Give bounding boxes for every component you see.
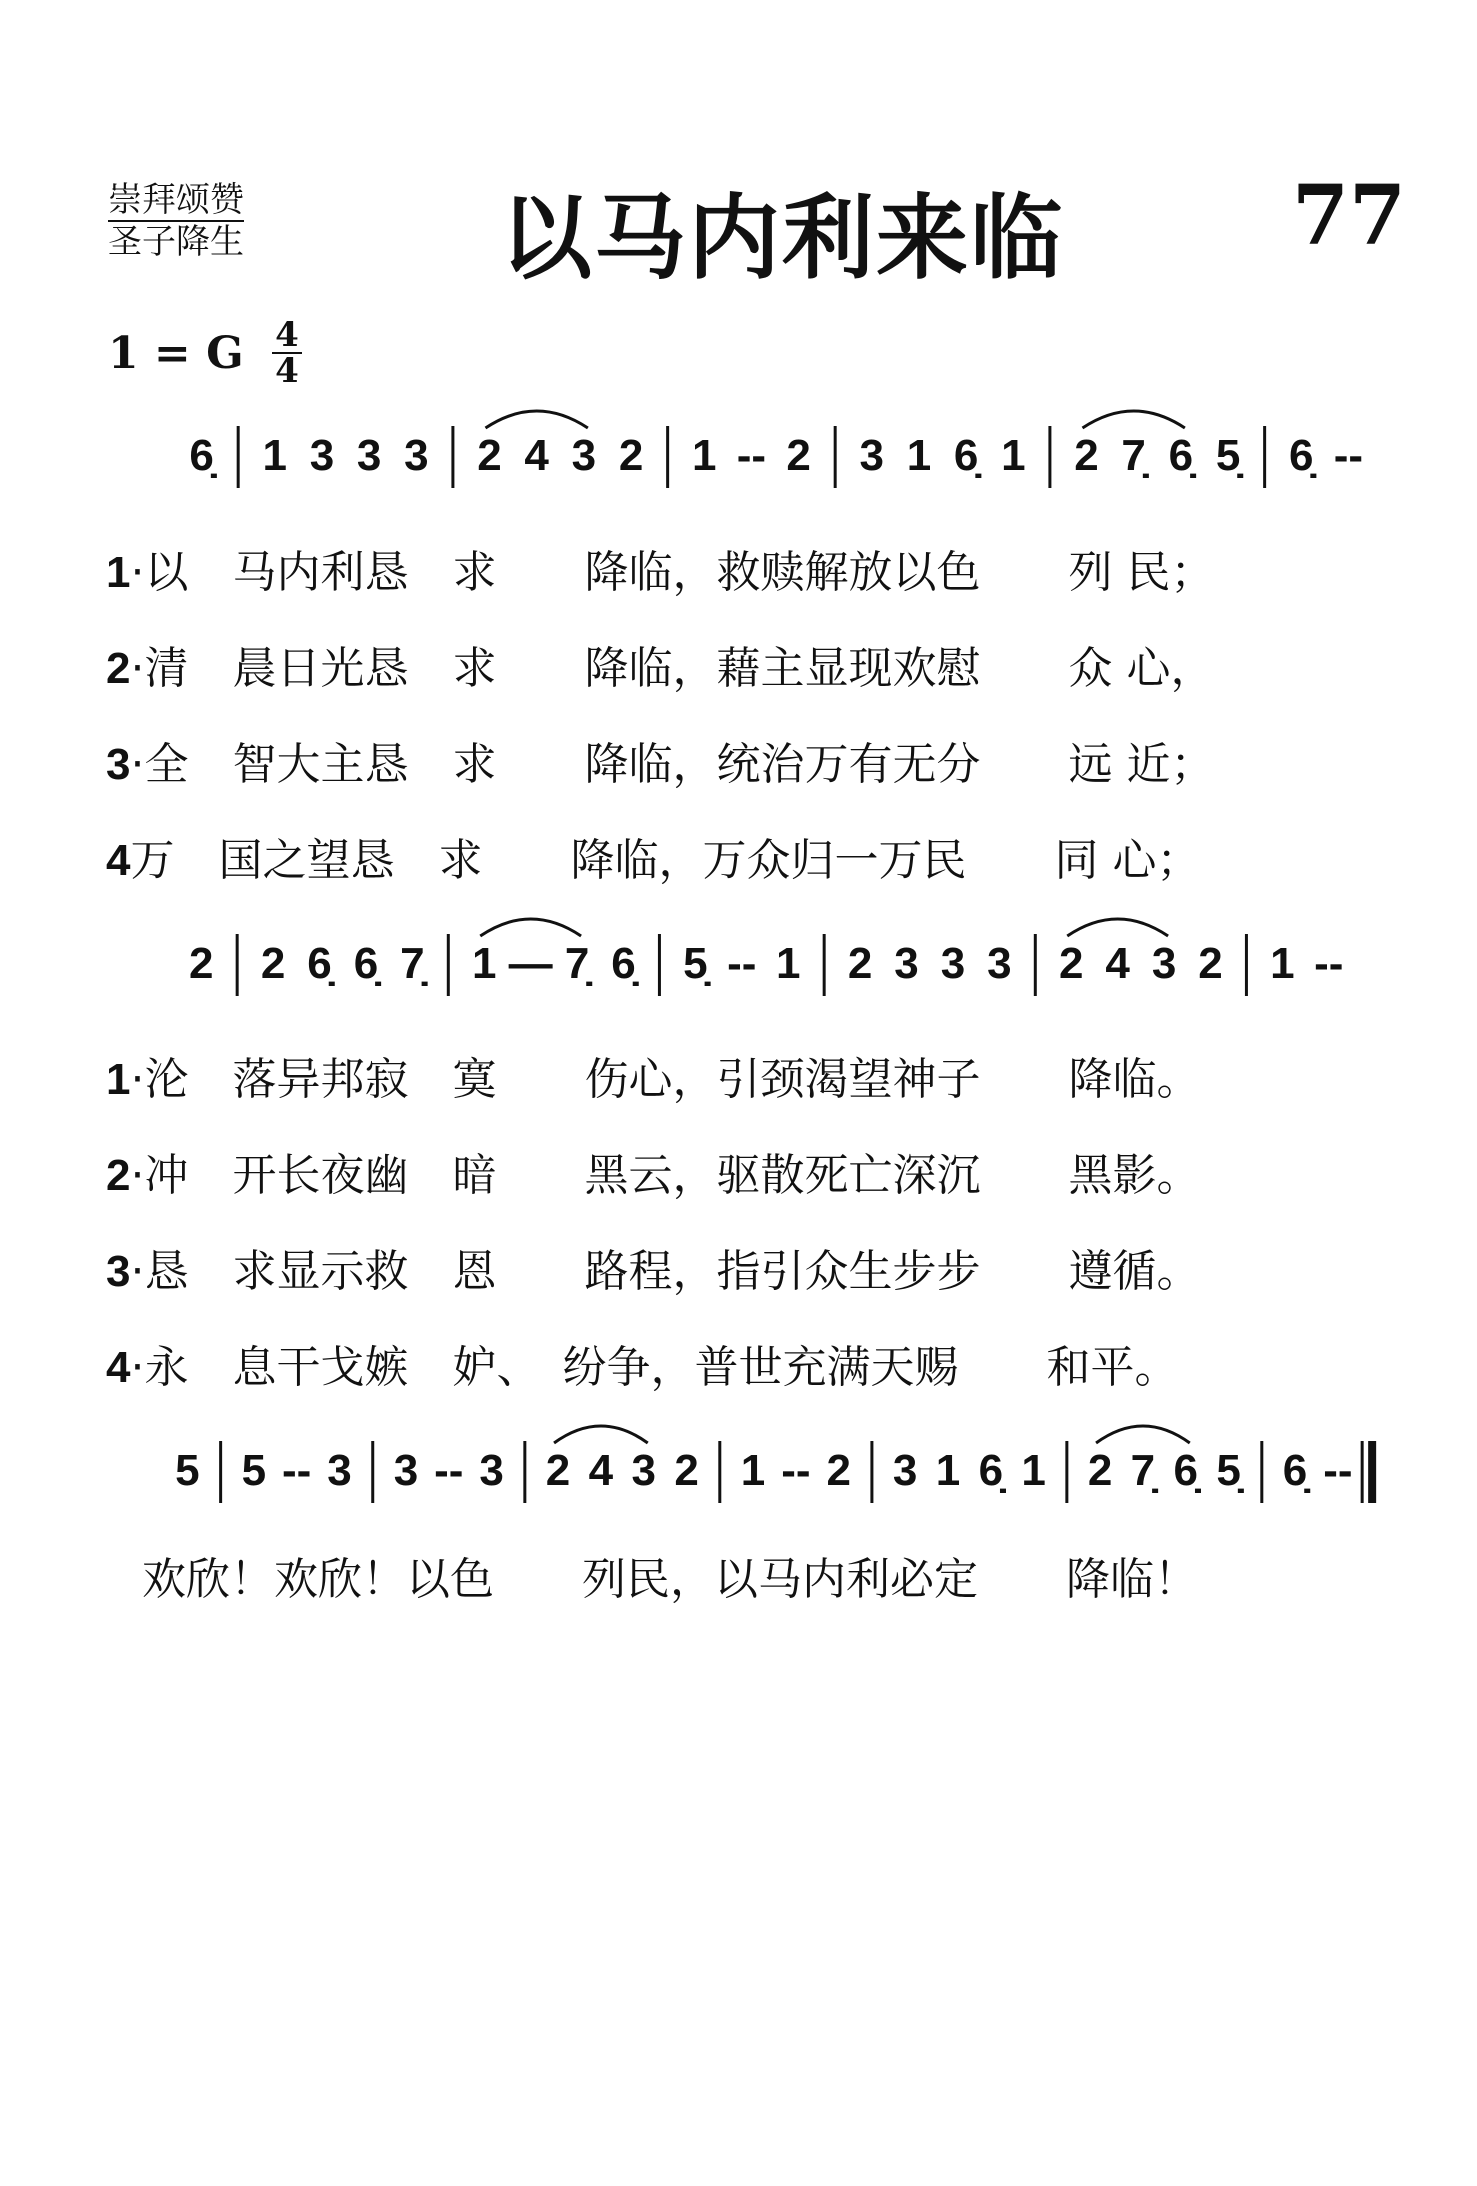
verse-number: 1 [106, 548, 131, 597]
lyric-text: 万 国之望恳 求 降临，万众归一万民 同 心； [130, 835, 1201, 886]
note: 2 [618, 431, 644, 480]
note: 6̣ [611, 939, 636, 988]
note: 1 [1001, 431, 1026, 480]
note: 6̣ [353, 939, 379, 988]
note-dash: -- [1333, 431, 1364, 480]
note: 3 [631, 1446, 656, 1495]
note-dash: -- [781, 1446, 811, 1495]
note: 5̣ [683, 939, 708, 988]
lyric-text: 沦 落异邦寂 寞 伤心，引颈渴望神子 降临。 [144, 1054, 1201, 1105]
note: 3 [859, 431, 884, 480]
note: 2 [1198, 939, 1223, 988]
lyric-line [106, 1343, 1178, 1393]
verse-number: 3 [106, 740, 131, 789]
note: 7̣ [1130, 1446, 1156, 1495]
note: 5̣ [1215, 431, 1241, 480]
note-dash: -- [1323, 1446, 1353, 1495]
lyric-line [106, 1151, 1200, 1201]
note-dash: — [508, 939, 553, 988]
note: 5 [175, 1446, 200, 1495]
note: 3 [356, 431, 382, 480]
note: 4 [1105, 939, 1130, 988]
note: 2 [786, 431, 811, 480]
note: 6̣ [1282, 1446, 1308, 1495]
slur [1067, 919, 1168, 936]
note-dash: -- [1314, 939, 1344, 988]
lyric-line [106, 548, 1214, 598]
note: 1 [262, 431, 287, 480]
note: 6̣ [953, 431, 979, 480]
slur [1082, 411, 1184, 428]
note: 2 [188, 939, 214, 988]
verse-number: 4 [106, 836, 131, 885]
note: 6̣ [1173, 1446, 1199, 1495]
note: 3 [571, 431, 597, 480]
verse-mark: · [130, 739, 145, 790]
note: 1 [1270, 939, 1295, 988]
note: 1 [691, 431, 717, 480]
lyric-line [106, 644, 1214, 694]
note: 3 [987, 939, 1012, 988]
lyric-line [106, 1247, 1200, 1297]
note: 5 [241, 1446, 267, 1495]
note: 2 [847, 939, 873, 988]
note: 6̣ [1168, 431, 1194, 480]
note: 1 [906, 431, 932, 480]
lyric-text: 全 智大主恳 求 降临，统治万有无分 远 近； [144, 739, 1215, 790]
verse-number: 4 [106, 1343, 131, 1392]
verse-number: 3 [106, 1247, 131, 1296]
lyric-line [106, 1055, 1200, 1105]
note: 2 [1059, 939, 1084, 988]
note: 2 [674, 1446, 699, 1495]
note: 6̣ [307, 939, 332, 988]
verse-mark: · [130, 1150, 145, 1201]
note: 2 [826, 1446, 851, 1495]
note: 2 [477, 431, 502, 480]
category-main: 崇拜颂赞 [108, 180, 244, 220]
note-dash: -- [282, 1446, 312, 1495]
verse-mark: · [130, 1246, 145, 1297]
slur [554, 1426, 648, 1443]
note: 3 [404, 431, 429, 480]
note: 1 [472, 939, 497, 988]
slur [1096, 1426, 1190, 1443]
note-dash: -- [434, 1446, 464, 1495]
note-dash: -- [736, 431, 767, 480]
note: 5̣ [1216, 1446, 1241, 1495]
note-dash: -- [727, 939, 757, 988]
lyric-line [106, 740, 1214, 790]
slur [485, 411, 587, 428]
hymn-title: 以马内利来临 [500, 185, 1065, 292]
time-signature-top: 4 [275, 315, 299, 355]
lyric-text: 清 晨日光恳 求 降临，藉主显现欢慰 众 心， [144, 643, 1215, 694]
lyric-text: 永 息干戈嫉 妒、 纷争，普世充满天赐 和平。 [144, 1342, 1179, 1393]
note: 3 [393, 1446, 419, 1495]
note: 6̣ [189, 431, 214, 480]
note: 1 [775, 939, 801, 988]
verse-number: 2 [106, 1151, 131, 1200]
note: 7̣ [1121, 431, 1146, 480]
note: 1 [935, 1446, 961, 1495]
slur [480, 919, 581, 936]
lyric-text: 冲 开长夜幽 暗 黑云，驱散死亡深沉 黑影。 [144, 1150, 1201, 1201]
note: 3 [894, 939, 919, 988]
note: 1 [740, 1446, 766, 1495]
note: 2 [1087, 1446, 1113, 1495]
note: 2 [260, 939, 286, 988]
verse-mark: · [130, 1342, 145, 1393]
verse-mark: · [130, 547, 145, 598]
note: 3 [479, 1446, 504, 1495]
note: 6̣ [978, 1446, 1004, 1495]
note: 3 [327, 1446, 352, 1495]
note: 3 [892, 1446, 918, 1495]
key-signature: 1 = G [108, 328, 244, 379]
verse-mark: · [130, 1054, 145, 1105]
lyric-line [142, 1555, 1198, 1605]
note: 4 [588, 1446, 614, 1495]
note: 7̣ [400, 939, 425, 988]
note: 2 [545, 1446, 571, 1495]
lyric-text: 以 马内利恳 求 降临，救赎解放以色 列 民； [144, 547, 1215, 598]
note: 3 [309, 431, 335, 480]
verse-number: 2 [106, 644, 131, 693]
note: 2 [1074, 431, 1099, 480]
note: 3 [1151, 939, 1177, 988]
note: 6̣ [1288, 431, 1314, 480]
verse-mark: · [130, 643, 145, 694]
lyric-text: 欢欣！欢欣！以色 列民，以马内利必定 降临！ [142, 1554, 1198, 1605]
category-sub: 圣子降生 [108, 222, 244, 262]
note: 1 [1021, 1446, 1046, 1495]
verse-number: 1 [106, 1055, 131, 1104]
hymn-number: 77 [1292, 168, 1407, 264]
time-signature-bottom: 4 [272, 352, 302, 388]
lyric-text: 恳 求显示救 恩 路程，指引众生步步 遵循。 [144, 1246, 1201, 1297]
note: 7̣ [564, 939, 590, 988]
note: 4 [524, 431, 549, 480]
note: 3 [940, 939, 966, 988]
lyric-line [106, 836, 1200, 886]
